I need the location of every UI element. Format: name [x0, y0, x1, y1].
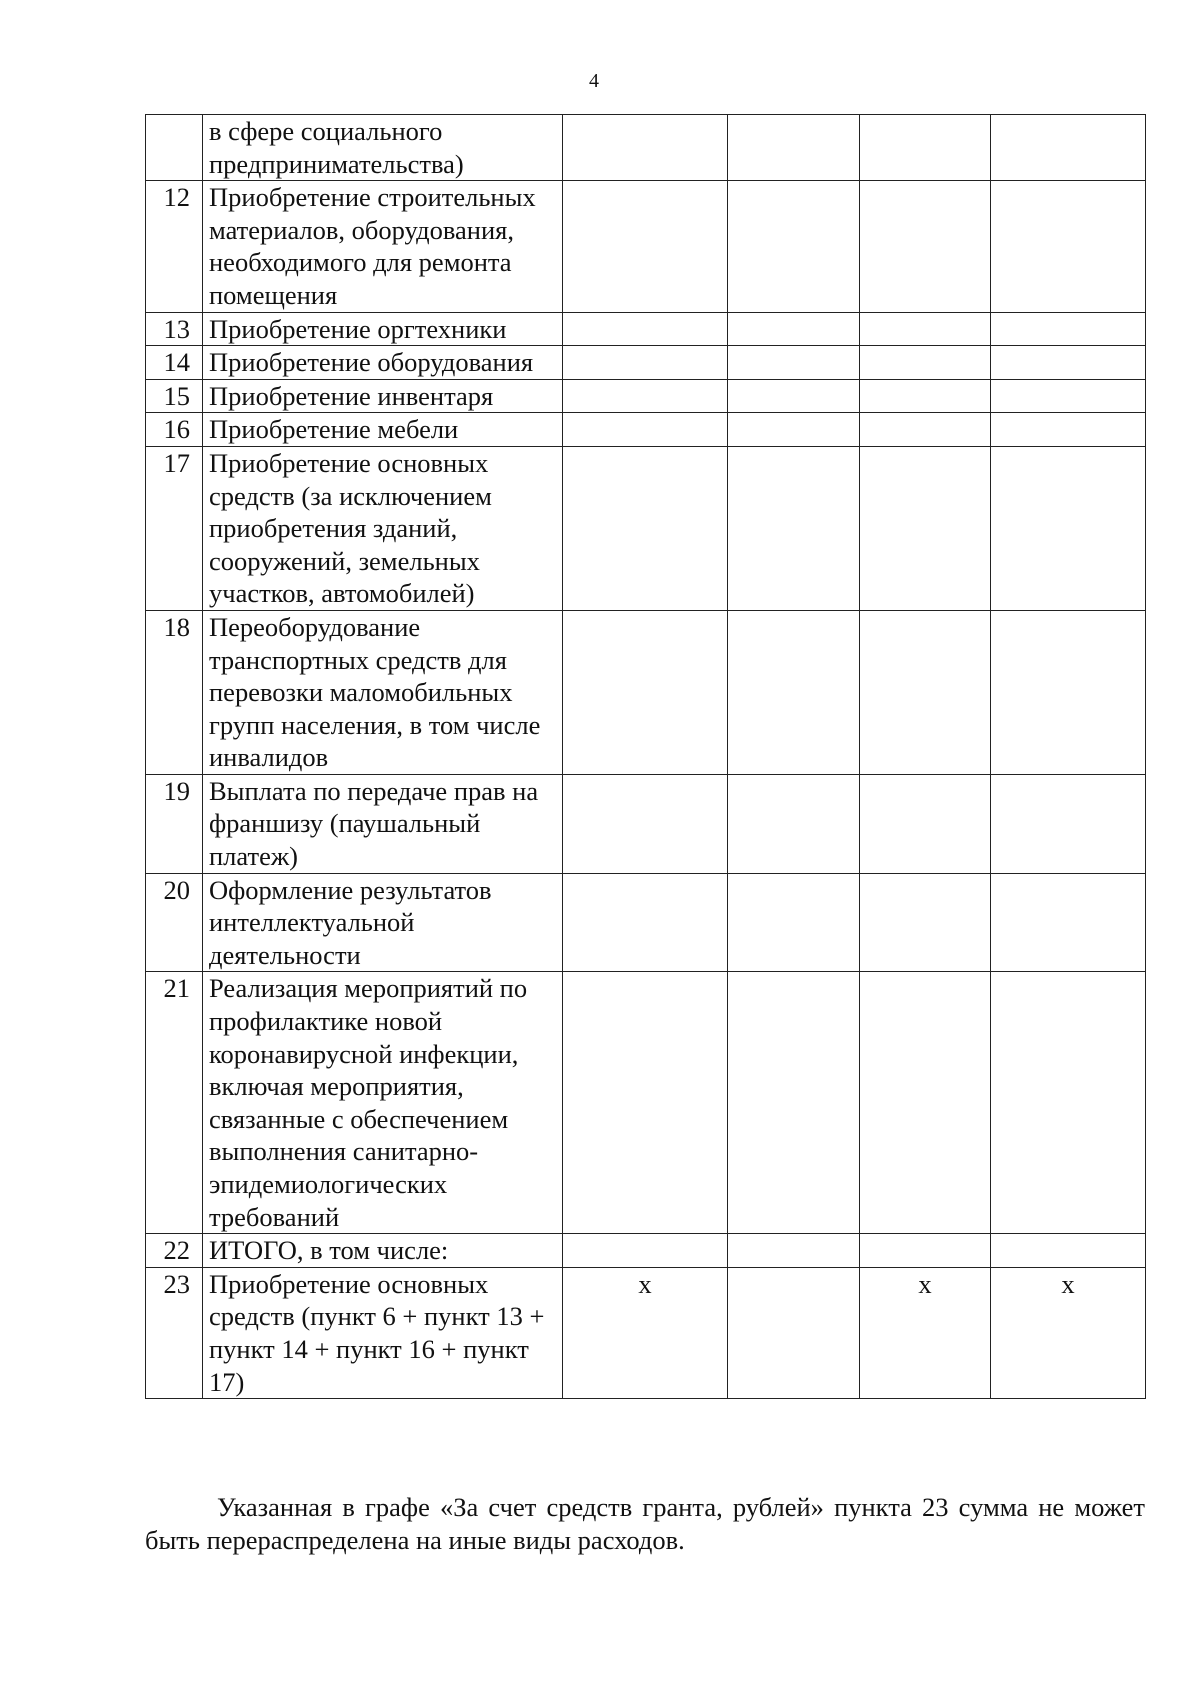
- value-cell: [563, 181, 728, 312]
- value-cell: [563, 446, 728, 610]
- row-number: 22: [146, 1234, 203, 1268]
- value-cell: [728, 181, 860, 312]
- value-cell: [728, 1234, 860, 1268]
- expense-name: Приобретение мебели: [203, 413, 563, 447]
- expense-name: Приобретение оргтехники: [203, 312, 563, 346]
- value-cell: [860, 181, 991, 312]
- value-cell: [860, 413, 991, 447]
- expense-name: Приобретение инвентаря: [203, 379, 563, 413]
- value-cell: [991, 181, 1146, 312]
- value-cell: [563, 346, 728, 380]
- value-cell: [991, 312, 1146, 346]
- value-cell: [728, 115, 860, 181]
- value-cell: [728, 446, 860, 610]
- row-number: 16: [146, 413, 203, 447]
- value-cell: [728, 873, 860, 972]
- table-row: [146, 446, 1146, 610]
- row-number: 19: [146, 774, 203, 873]
- value-cell: [563, 312, 728, 346]
- value-cell: [563, 413, 728, 447]
- value-cell: [728, 774, 860, 873]
- table-row: [146, 873, 1146, 972]
- row-number: 15: [146, 379, 203, 413]
- expense-name: Реализация мероприятий по профилактике новой коронавирусной инфекции, включая мероприятия, связанные с обеспечением выполнения санитарно-эпидемиологических требований: [203, 972, 563, 1234]
- table-row: [146, 774, 1146, 873]
- value-cell: [563, 379, 728, 413]
- value-cell: [991, 873, 1146, 972]
- expense-name: Оформление результатов интеллектуальной деятельности: [203, 873, 563, 972]
- value-cell: [563, 1234, 728, 1268]
- value-cell: [991, 610, 1146, 774]
- value-cell: [991, 413, 1146, 447]
- value-cell: [860, 972, 991, 1234]
- expense-name: Выплата по передаче прав на франшизу (паушальный платеж): [203, 774, 563, 873]
- row-number: 20: [146, 873, 203, 972]
- table-row: [146, 346, 1146, 380]
- table-row: [146, 413, 1146, 447]
- value-cell: [728, 346, 860, 380]
- value-cell: [860, 312, 991, 346]
- table-row: [146, 1234, 1146, 1268]
- expense-name: Приобретение основных средств (пункт 6 + пункт 13 + пункт 14 + пункт 16 + пункт 17): [203, 1267, 563, 1398]
- row-number: 12: [146, 181, 203, 312]
- page-number: 4: [589, 70, 599, 92]
- expense-name: ИТОГО, в том числе:: [203, 1234, 563, 1268]
- value-cell: [728, 1267, 860, 1398]
- row-number: 13: [146, 312, 203, 346]
- value-cell: [991, 379, 1146, 413]
- value-cell: [991, 446, 1146, 610]
- value-cell: [991, 115, 1146, 181]
- table-row: [146, 1267, 1146, 1398]
- expense-name: в сфере социального предпринимательства): [203, 115, 563, 181]
- value-cell: [860, 1234, 991, 1268]
- row-number: 17: [146, 446, 203, 610]
- value-cell: [563, 972, 728, 1234]
- value-cell: [860, 115, 991, 181]
- value-cell: [728, 972, 860, 1234]
- value-cell: [991, 1234, 1146, 1268]
- value-cell: [860, 446, 991, 610]
- value-cell: [728, 379, 860, 413]
- row-number: 21: [146, 972, 203, 1234]
- row-number: 23: [146, 1267, 203, 1398]
- row-number: [146, 115, 203, 181]
- table-row: [146, 181, 1146, 312]
- expense-name: Приобретение строительных материалов, оборудования, необходимого для ремонта помещения: [203, 181, 563, 312]
- value-cell: [728, 312, 860, 346]
- expense-table: [145, 114, 1146, 1399]
- note-paragraph: Указанная в графе «За счет средств гранта, рублей» пункта 23 сумма не может быть перераспределена на иные виды расходов.: [145, 1492, 1145, 1555]
- table-row: [146, 610, 1146, 774]
- value-cell: [991, 972, 1146, 1234]
- value-cell: [860, 346, 991, 380]
- value-cell: [860, 774, 991, 873]
- table-row: [146, 379, 1146, 413]
- value-cell: [991, 774, 1146, 873]
- table-row: [146, 312, 1146, 346]
- row-number: 18: [146, 610, 203, 774]
- row-number: 14: [146, 346, 203, 380]
- value-cell: [563, 873, 728, 972]
- value-cell: х: [991, 1267, 1146, 1398]
- value-cell: х: [860, 1267, 991, 1398]
- value-cell: [860, 873, 991, 972]
- value-cell: [563, 774, 728, 873]
- value-cell: [728, 413, 860, 447]
- expense-name: Приобретение основных средств (за исключением приобретения зданий, сооружений, земельных участков, автомобилей): [203, 446, 563, 610]
- expense-name: Переоборудование транспортных средств для перевозки маломобильных групп населения, в том числе инвалидов: [203, 610, 563, 774]
- value-cell: [563, 610, 728, 774]
- value-cell: [991, 346, 1146, 380]
- value-cell: [563, 115, 728, 181]
- value-cell: [728, 610, 860, 774]
- table-row: [146, 972, 1146, 1234]
- value-cell: [860, 379, 991, 413]
- value-cell: [860, 610, 991, 774]
- expense-name: Приобретение оборудования: [203, 346, 563, 380]
- table-row: [146, 115, 1146, 181]
- value-cell: х: [563, 1267, 728, 1398]
